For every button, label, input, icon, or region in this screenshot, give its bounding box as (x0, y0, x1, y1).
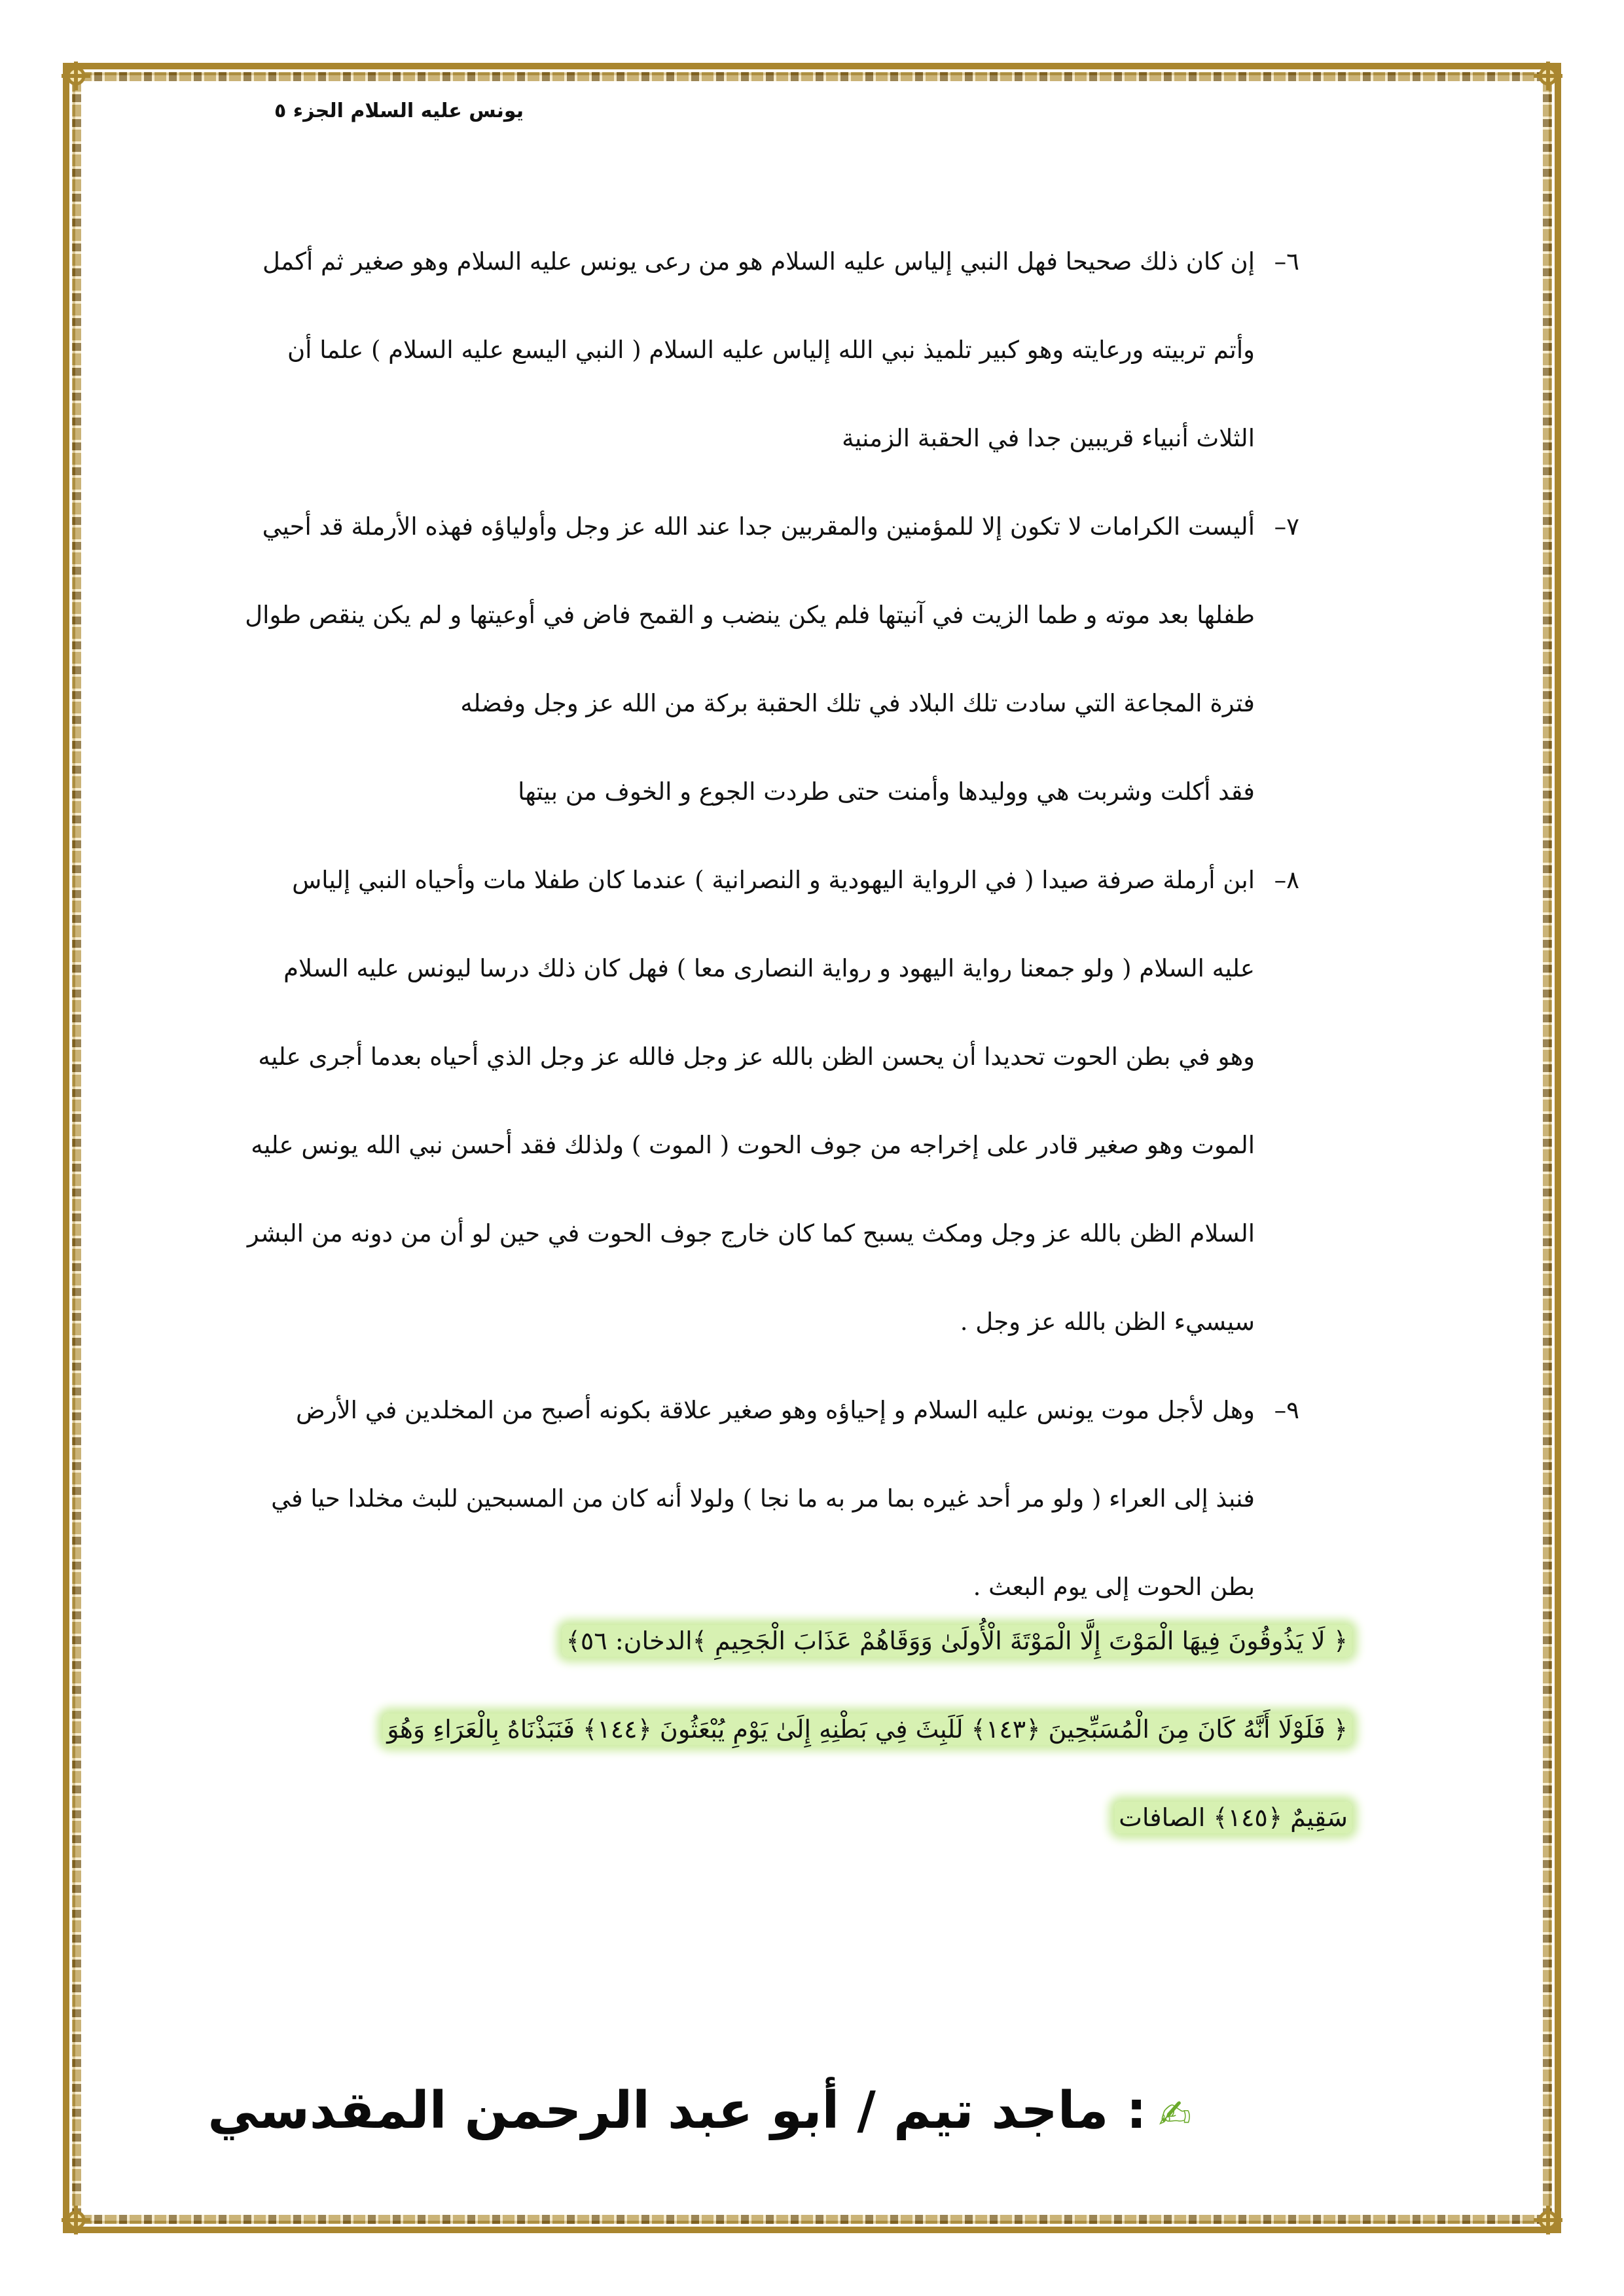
item-number: ٨– (1274, 866, 1299, 894)
author-name: : ماجد تيم / أبو عبد الرحمن المقدسي (208, 2081, 1147, 2140)
verse-line (239, 1597, 1352, 1685)
text-line: أليست الكرامات لا تكون إلا للمؤمنين والمقربين جدا عند الله عز وجل وأولياؤه فهذه الأرملة قد أحيي (262, 512, 1255, 541)
document-body (239, 217, 1299, 1631)
corner-ornament-icon (1534, 62, 1562, 90)
list-item-9 (239, 1366, 1299, 1631)
text-line: وهو في بطن الحوت تحديدا أن يحسن الظن بالله عز وجل فالله عز وجل الذي أحياه بعدما أجرى عليه (258, 1043, 1255, 1071)
verse-highlight: ﴿ لَا يَذُوقُونَ فِيهَا الْمَوْتَ إِلَّا الْمَوْتَةَ الْأُولَىٰ وَوَقَاهُمْ عَذَابَ الْجَحِيمِ ﴾الدخان: ٥٦﴾ (562, 1625, 1352, 1657)
verse-line (239, 1685, 1352, 1774)
text-line: وأتم تربيته ورعايته وهو كبير تلميذ نبي الله إلياس عليه السلام ( النبي اليسع عليه السلام ) علما أن (287, 336, 1255, 364)
running-header: يونس عليه السلام الجزء ٥ (274, 99, 524, 122)
text-line: إن كان ذلك صحيحا فهل النبي إلياس عليه السلام هو من رعى يونس عليه السلام وهو صغير ثم أكمل (262, 247, 1255, 276)
text-line: السلام الظن بالله عز وجل ومكث يسبح كما كان خارج جوف الحوت في حين لو أن من دونه من البشر (247, 1219, 1255, 1247)
author-signature (208, 2081, 1191, 2160)
item-number: ٩– (1274, 1396, 1299, 1424)
text-line: الموت وهو صغير قادر على إخراجه من جوف الحوت ( الموت ) ولذلك فقد أحسن نبي الله يونس عليه (251, 1131, 1255, 1159)
list-item-6 (239, 217, 1299, 482)
item-number: ٦– (1274, 247, 1299, 276)
corner-ornament-icon (1534, 2206, 1562, 2234)
corner-ornament-icon (62, 2206, 90, 2234)
verse-highlight: ﴿ فَلَوْلَا أَنَّهُ كَانَ مِنَ الْمُسَبِّحِينَ ﴿١٤٣﴾ لَلَبِثَ فِي بَطْنِهِ إِلَىٰ يَوْمِ يُبْعَثُونَ ﴿١٤٤﴾ فَنَبَذْنَاهُ بِالْعَرَاءِ وَهُوَ (383, 1713, 1352, 1745)
border-ornament-left (72, 80, 81, 2216)
text-line: فنبذ إلى العراء ( ولو مر أحد غيره بما مر به ما نجا ) ولولا أنه كان من المسبحين للبث مخلدا حيا في (271, 1484, 1255, 1513)
corner-ornament-icon (62, 62, 90, 90)
text-line: فقد أكلت وشربت هي ووليدها وأمنت حتى طردت الجوع و الخوف من بيتها (518, 778, 1255, 806)
verse-highlight: سَقِيمٌ ﴿١٤٥﴾ الصافات (1115, 1802, 1352, 1833)
text-line: وهل لأجل موت يونس عليه السلام و إحياؤه وهو صغير علاقة بكونه أصبح من المخلدين في الأرض (295, 1396, 1255, 1424)
list-item-8 (239, 836, 1299, 1366)
list-item-7 (239, 482, 1299, 836)
text-line: عليه السلام ( ولو جمعنا رواية اليهود و رواية النصارى معا ) فهل كان ذلك درسا ليونس عليه السلام (283, 954, 1255, 982)
text-line: طفلها بعد موته و طما الزيت في آنيتها فلم يكن ينضب و القمح فاض في أوعيتها و لم يكن ينقص طوال (245, 601, 1255, 629)
text-line: فترة المجاعة التي سادت تلك البلاد في تلك الحقبة بركة من الله عز وجل وفضله (460, 689, 1255, 717)
border-ornament-top (80, 72, 1544, 81)
text-line: بطن الحوت إلى يوم البعث . (973, 1573, 1255, 1601)
quill-pen-icon: ✍ (1158, 2092, 1191, 2138)
text-line: ابن أرملة صرفة صيدا ( في الرواية اليهودية و النصرانية ) عندما كان طفلا مات وأحياه النبي إلياس (292, 866, 1255, 894)
text-line: سيسيء الظن بالله عز وجل . (960, 1308, 1255, 1336)
quran-verses (239, 1597, 1352, 1862)
border-ornament-right (1543, 80, 1552, 2216)
item-number: ٧– (1274, 512, 1299, 541)
text-line: الثلاث أنبياء قريبين جدا في الحقبة الزمنية (842, 424, 1255, 452)
border-ornament-bottom (80, 2215, 1544, 2224)
verse-line (239, 1774, 1352, 1862)
